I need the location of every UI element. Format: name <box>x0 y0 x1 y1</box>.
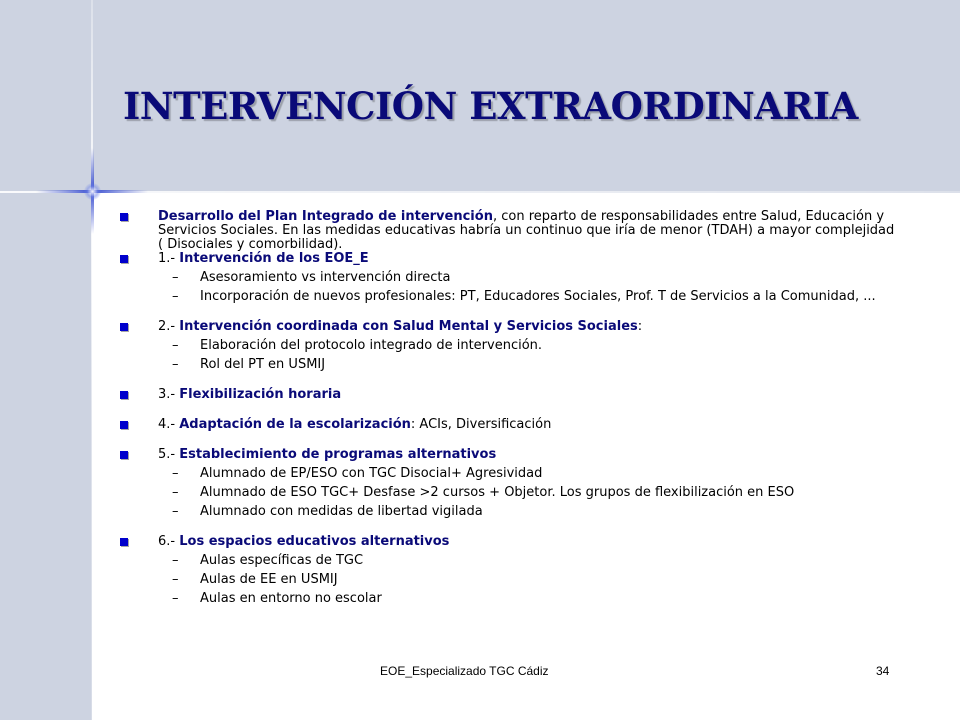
dash-bullet-icon: – <box>172 572 179 587</box>
slide-title: INTERVENCIÓN EXTRAORDINARIA <box>123 84 858 128</box>
left-band <box>0 193 92 720</box>
section-number: 3.- <box>158 387 180 402</box>
section-number: 4.- <box>158 417 180 432</box>
square-bullet-icon <box>120 213 128 221</box>
section-number: 1.- <box>158 251 180 266</box>
section-item <box>120 448 900 519</box>
sub-item <box>158 358 900 372</box>
dash-bullet-icon: – <box>172 485 179 500</box>
intro-text: , con reparto de responsabilidades entre Salud, Educación y Servicios Sociales. En las medidas educativas habría un continuo que iría de menor (TDAH) a mayor complejidad ( Disociales y comorbilidad). <box>158 209 895 252</box>
footer-text: EOE_Especializado TGC Cádiz <box>380 664 549 678</box>
sub-item-text: Aulas en entorno no escolar <box>200 591 382 606</box>
slide-content <box>120 210 900 606</box>
section-item <box>120 388 900 402</box>
square-bullet-icon <box>120 538 128 546</box>
intro-highlight: Desarrollo del Plan Integrado de intervención <box>158 209 493 224</box>
section-heading: Establecimiento de programas alternativos <box>179 447 497 462</box>
sub-item-text: Elaboración del protocolo integrado de intervención. <box>200 338 543 353</box>
section-item <box>120 418 900 432</box>
sparkle-star-icon <box>84 183 101 200</box>
square-bullet-icon <box>120 255 128 263</box>
section-item <box>120 535 900 606</box>
dash-bullet-icon: – <box>172 553 179 568</box>
square-bullet-icon <box>120 421 128 429</box>
square-bullet-icon <box>120 323 128 331</box>
dash-bullet-icon: – <box>172 466 179 481</box>
section-heading: Intervención coordinada con Salud Mental y Servicios Sociales <box>179 319 638 334</box>
section-list <box>120 252 900 606</box>
section-heading: Los espacios educativos alternativos <box>179 534 450 549</box>
sub-item-text: Alumnado con medidas de libertad vigilada <box>200 504 483 519</box>
section-number: 2.- <box>158 319 180 334</box>
section-heading: Adaptación de la escolarización <box>179 417 411 432</box>
page-number: 34 <box>876 664 890 678</box>
sub-item-text: Alumnado de ESO TGC+ Desfase >2 cursos + Objetor. Los grupos de flexibilización en ESO <box>200 485 795 500</box>
intro-item <box>120 210 900 252</box>
section-number: 5.- <box>158 447 180 462</box>
dash-bullet-icon: – <box>172 591 179 606</box>
dash-bullet-icon: – <box>172 289 179 304</box>
dash-bullet-icon: – <box>172 270 179 285</box>
square-bullet-icon <box>120 451 128 459</box>
sub-item <box>158 505 900 519</box>
sub-item <box>158 339 900 353</box>
dash-bullet-icon: – <box>172 504 179 519</box>
section-heading: Intervención de los EOE_E <box>179 251 369 266</box>
section-item <box>120 320 900 372</box>
section-suffix: : ACIs, Diversificación <box>410 417 552 432</box>
vertical-rule <box>91 0 93 720</box>
section-item <box>120 252 900 304</box>
sub-item <box>158 271 900 285</box>
dash-bullet-icon: – <box>172 357 179 372</box>
sub-item <box>158 592 900 606</box>
sub-item-text: Rol del PT en USMIJ <box>200 357 326 372</box>
sub-item-text: Aulas de EE en USMIJ <box>200 572 338 587</box>
sub-item-text: Aulas específicas de TGC <box>200 553 364 568</box>
sub-item <box>158 290 900 304</box>
sub-item <box>158 486 900 500</box>
section-heading: Flexibilización horaria <box>179 387 342 402</box>
sub-item <box>158 554 900 568</box>
sub-item <box>158 467 900 481</box>
sub-item-text: Alumnado de EP/ESO con TGC Disocial+ Agresividad <box>200 466 543 481</box>
dash-bullet-icon: – <box>172 338 179 353</box>
square-bullet-icon <box>120 391 128 399</box>
section-number: 6.- <box>158 534 180 549</box>
sub-item <box>158 573 900 587</box>
sub-item-text: Incorporación de nuevos profesionales: PT, Educadores Sociales, Prof. T de Servicios a la Comunidad, ... <box>200 289 876 304</box>
sub-item-text: Asesoramiento vs intervención directa <box>200 270 451 285</box>
section-suffix: : <box>637 319 643 334</box>
